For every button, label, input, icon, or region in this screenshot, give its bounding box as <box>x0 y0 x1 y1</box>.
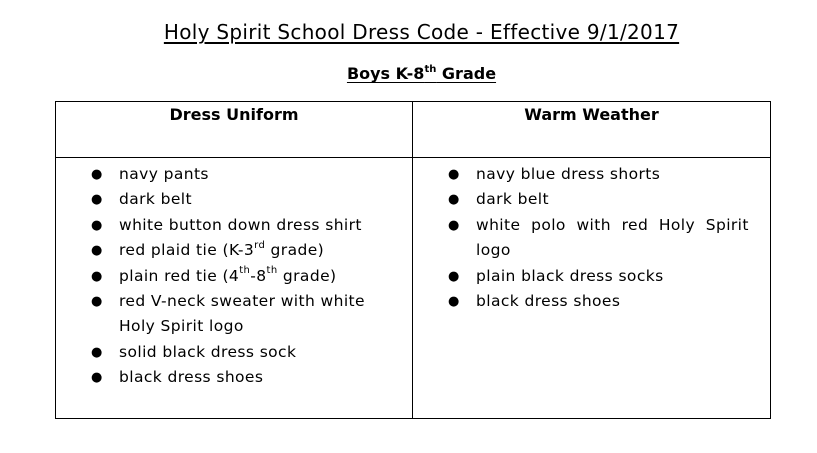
bullet-icon: ● <box>448 268 460 284</box>
table-border-right <box>770 101 771 419</box>
list-item: ● navy pants <box>119 162 404 187</box>
column-header-warm-weather: Warm Weather <box>524 105 659 124</box>
bullet-icon: ● <box>91 344 103 360</box>
bullet-icon: ● <box>91 167 103 182</box>
list-item: ● navy blue dress shorts <box>476 162 766 187</box>
list-item: ● red plaid tie (K-3rd grade) <box>119 238 404 263</box>
bullet-icon: ● <box>448 192 460 208</box>
list-item: ● dark belt <box>476 187 766 212</box>
list-item: ● solid black dress sock <box>119 340 404 365</box>
list-item: ● plain black dress socks <box>476 264 766 289</box>
document-title: Holy Spirit School Dress Code - Effective 9/1/2017 <box>163 20 680 44</box>
bullet-icon: ● <box>91 268 103 284</box>
table-border-bottom <box>55 418 771 419</box>
warm-weather-list <box>448 162 766 314</box>
bullet-icon: ● <box>448 217 460 233</box>
bullet-icon: ● <box>91 217 103 233</box>
list-item: ● plain red tie (4th-8th grade) <box>119 264 404 289</box>
list-item: ● dark belt <box>119 187 404 212</box>
table-border-top <box>55 101 771 102</box>
table-border-middle <box>412 101 413 419</box>
list-item: ● white polo with red Holy Spirit logo <box>476 213 766 264</box>
bullet-icon: ● <box>448 167 460 182</box>
bullet-icon: ● <box>91 294 103 310</box>
table-border-header <box>55 157 771 158</box>
bullet-icon: ● <box>91 192 103 208</box>
list-item: ● white button down dress shirt <box>119 213 404 238</box>
list-item: ● red V-neck sweater with white Holy Spirit logo <box>119 289 404 340</box>
bullet-icon: ● <box>448 294 460 310</box>
table-border-left <box>55 101 56 419</box>
subtitle-suffix: Grade <box>436 64 497 83</box>
bullet-icon: ● <box>91 370 103 386</box>
list-item: ● black dress shoes <box>119 365 404 390</box>
list-item: ● black dress shoes <box>476 289 766 314</box>
subtitle-prefix: Boys K-8 <box>346 64 425 83</box>
bullet-icon: ● <box>91 243 103 259</box>
section-subtitle <box>0 64 817 83</box>
dress-uniform-list <box>91 162 404 391</box>
subtitle-sup: th <box>424 63 437 75</box>
column-header-dress-uniform: Dress Uniform <box>169 105 299 124</box>
